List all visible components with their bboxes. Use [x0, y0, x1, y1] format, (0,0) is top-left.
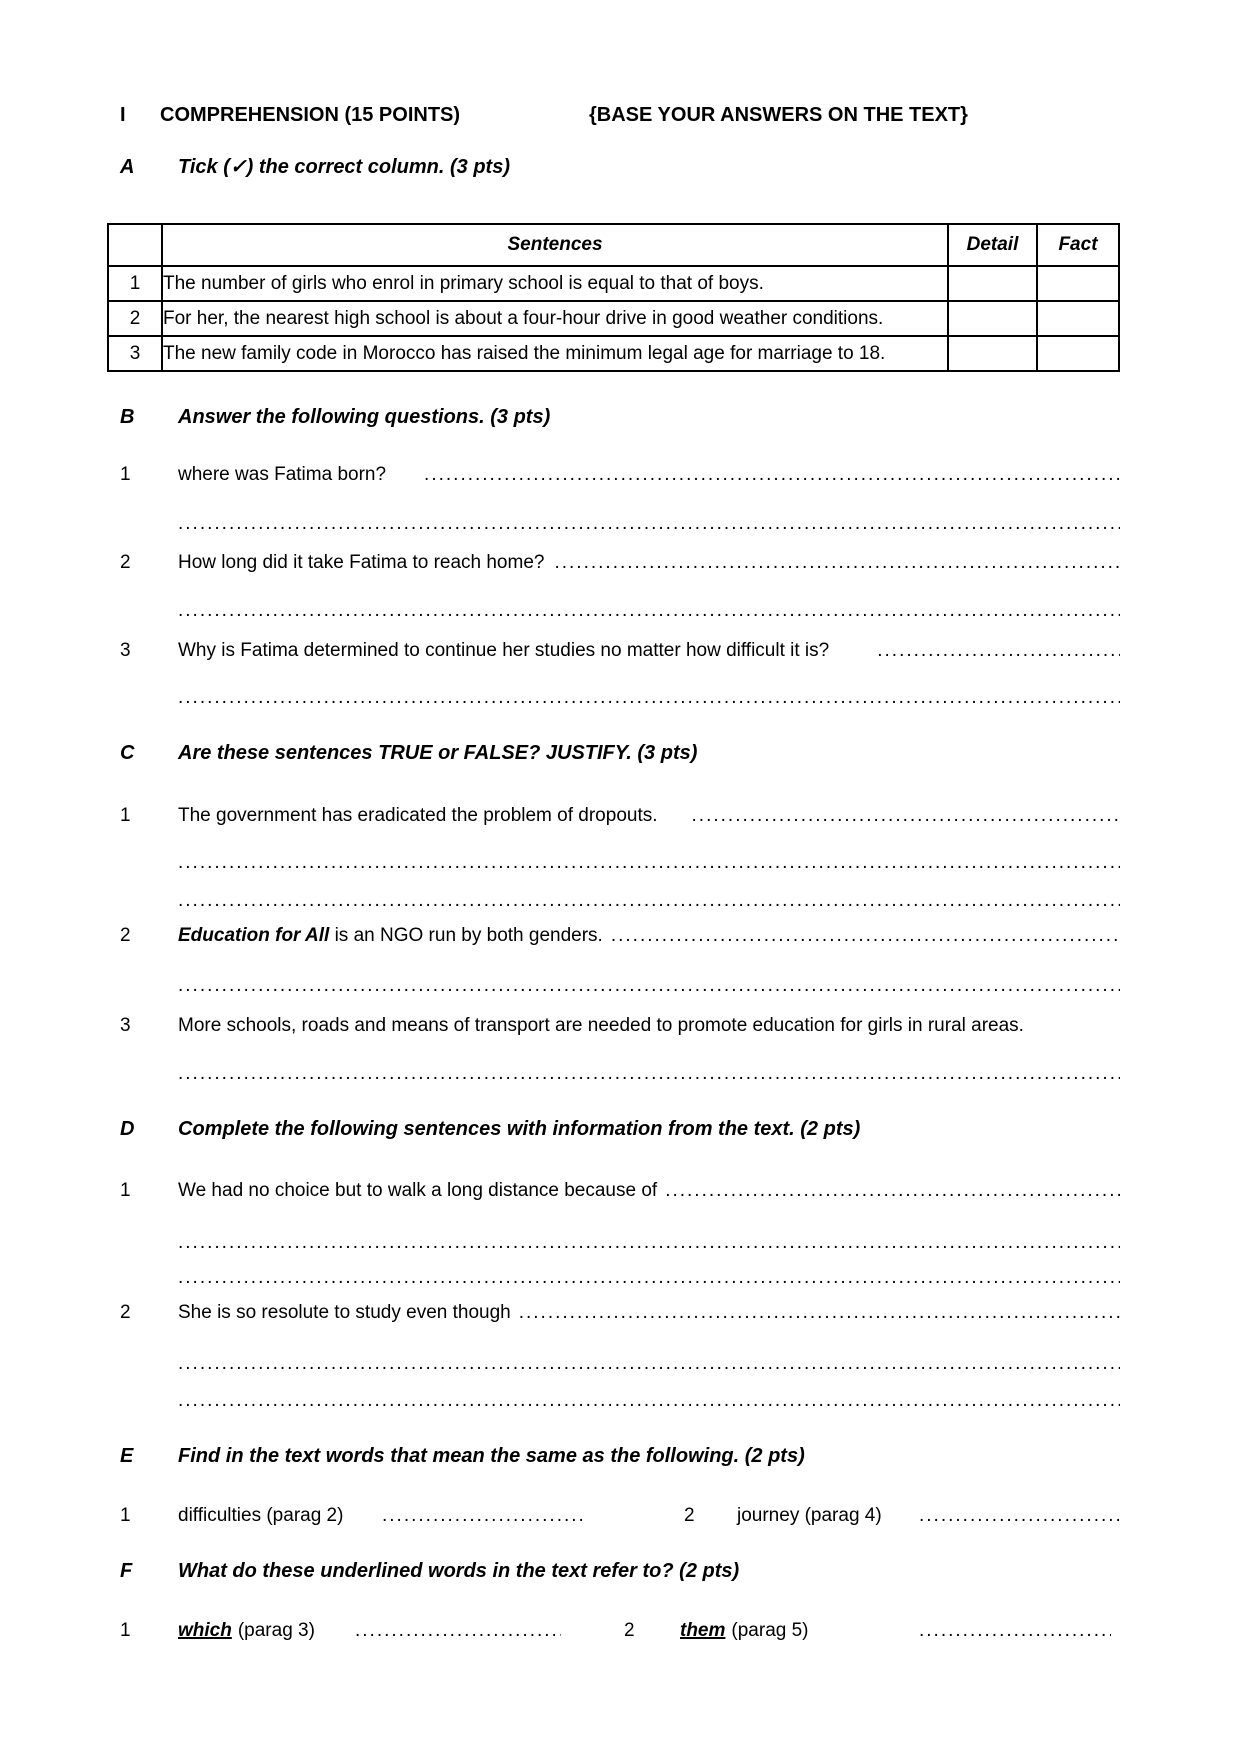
answer-blank[interactable] [692, 804, 1120, 828]
question-number: 1 [120, 1180, 131, 1201]
question-text: How long did it take Fatima to reach home? [178, 552, 545, 573]
item-number: 2 [624, 1620, 635, 1641]
answer-blank[interactable] [355, 1619, 561, 1643]
section-e-instruction: Find in the text words that mean the same as the following. (2 pts) [178, 1445, 805, 1467]
fact-tick-cell[interactable] [1037, 266, 1119, 301]
underlined-word: them [680, 1620, 726, 1641]
answer-blank[interactable] [919, 1619, 1111, 1643]
question-c3 [107, 1014, 1120, 1038]
synonym-word: difficulties (parag 2) [178, 1505, 344, 1526]
answer-line[interactable] [178, 599, 1120, 623]
row-number: 3 [108, 336, 162, 371]
question-d2 [107, 1301, 1120, 1325]
header-sentences: Sentences [162, 224, 948, 266]
section-e-letter: E [120, 1445, 134, 1467]
section-f-letter: F [120, 1560, 133, 1582]
section-e-heading [107, 1444, 1120, 1468]
section-c-heading [107, 741, 1120, 765]
reference-row [107, 1619, 1120, 1645]
section-c-letter: C [120, 742, 135, 764]
item-number: 2 [684, 1505, 695, 1526]
tick-table-header-row [108, 224, 1119, 266]
answer-line[interactable] [178, 686, 1120, 710]
fact-tick-cell[interactable] [1037, 301, 1119, 336]
answer-blank[interactable] [611, 924, 1120, 948]
table-row [108, 301, 1119, 336]
answer-blank[interactable] [877, 639, 1120, 663]
question-c1 [107, 804, 1120, 828]
row-sentence: The new family code in Morocco has raised the minimum legal age for marriage to 18. [162, 336, 948, 371]
answer-blank[interactable] [919, 1504, 1120, 1528]
answer-line[interactable] [178, 1266, 1120, 1290]
table-row [108, 336, 1119, 371]
header-detail: Detail [948, 224, 1037, 266]
question-number: 2 [120, 1302, 131, 1323]
question-text [178, 924, 603, 948]
question-text: The government has eradicated the problem of dropouts. [178, 805, 658, 826]
answer-line[interactable] [178, 1062, 1120, 1086]
question-number: 3 [120, 640, 131, 661]
question-text: More schools, roads and means of transport are needed to promote education for girls in rural areas. [178, 1015, 1024, 1036]
section-b-heading [107, 405, 1120, 429]
section-b-letter: B [120, 406, 135, 428]
page-title: COMPREHENSION (15 POINTS) [160, 104, 461, 126]
question-number: 2 [120, 925, 131, 946]
question-b2 [107, 551, 1120, 575]
answer-line[interactable] [178, 1389, 1120, 1413]
answer-blank[interactable] [519, 1301, 1120, 1325]
section-f-instruction: What do these underlined words in the text refer to? (2 pts) [178, 1560, 740, 1582]
tick-table [107, 223, 1120, 372]
answer-blank[interactable] [665, 1179, 1120, 1203]
question-d1 [107, 1179, 1120, 1203]
section-c-instruction: Are these sentences TRUE or FALSE? JUSTIFY. (3 pts) [178, 742, 698, 764]
header-fact: Fact [1037, 224, 1119, 266]
reference-word-group [178, 1619, 315, 1643]
question-text-rest: is an NGO run by both genders. [329, 925, 603, 946]
question-number: 3 [120, 1015, 131, 1036]
section-a-heading [107, 155, 1120, 179]
detail-tick-cell[interactable] [948, 266, 1037, 301]
answer-line[interactable] [178, 851, 1120, 875]
item-number: 1 [120, 1620, 131, 1641]
item-number: 1 [120, 1505, 131, 1526]
table-row [108, 266, 1119, 301]
answer-line[interactable] [178, 512, 1120, 536]
part-number: I [120, 104, 126, 126]
detail-tick-cell[interactable] [948, 336, 1037, 371]
answer-line[interactable] [178, 1352, 1120, 1376]
answer-line[interactable] [178, 974, 1120, 998]
section-f-heading [107, 1559, 1120, 1583]
worksheet-page [107, 0, 1120, 1645]
section-a-letter: A [120, 156, 135, 178]
paragraph-ref: (parag 3) [237, 1620, 315, 1641]
row-sentence: The number of girls who enrol in primary school is equal to that of boys. [162, 266, 948, 301]
section-d-heading [107, 1117, 1120, 1141]
section-a-instruction: Tick (✓) the correct column. (3 pts) [178, 156, 511, 178]
answer-blank[interactable] [424, 463, 1120, 487]
page-header [107, 103, 1120, 127]
question-b3 [107, 639, 1120, 663]
question-text: where was Fatima born? [178, 464, 387, 485]
reference-word-group [680, 1619, 809, 1643]
header-empty-cell [108, 224, 162, 266]
paragraph-ref: (parag 5) [731, 1620, 809, 1641]
question-text: Why is Fatima determined to continue her studies no matter how difficult it is? [178, 640, 830, 661]
section-b-instruction: Answer the following questions. (3 pts) [178, 406, 551, 428]
question-number: 1 [120, 805, 131, 826]
row-number: 1 [108, 266, 162, 301]
page-title-note: {BASE YOUR ANSWERS ON THE TEXT} [589, 104, 968, 126]
row-sentence: For her, the nearest high school is about a four-hour drive in good weather conditions. [162, 301, 948, 336]
ngo-name: Education for All [178, 925, 330, 946]
detail-tick-cell[interactable] [948, 301, 1037, 336]
question-text: We had no choice but to walk a long distance because of [178, 1180, 658, 1201]
question-text: She is so resolute to study even though [178, 1302, 511, 1323]
synonym-row [107, 1504, 1120, 1530]
question-b1 [107, 463, 1120, 487]
row-number: 2 [108, 301, 162, 336]
underlined-word: which [178, 1620, 232, 1641]
question-number: 1 [120, 464, 131, 485]
section-d-letter: D [120, 1118, 135, 1140]
section-d-instruction: Complete the following sentences with information from the text. (2 pts) [178, 1118, 861, 1140]
synonym-word: journey (parag 4) [737, 1505, 882, 1526]
answer-line[interactable] [178, 1231, 1120, 1255]
question-number: 2 [120, 552, 131, 573]
answer-blank[interactable] [554, 551, 1120, 575]
answer-line[interactable] [178, 889, 1120, 913]
fact-tick-cell[interactable] [1037, 336, 1119, 371]
question-c2 [107, 924, 1120, 948]
answer-blank[interactable] [382, 1504, 587, 1528]
